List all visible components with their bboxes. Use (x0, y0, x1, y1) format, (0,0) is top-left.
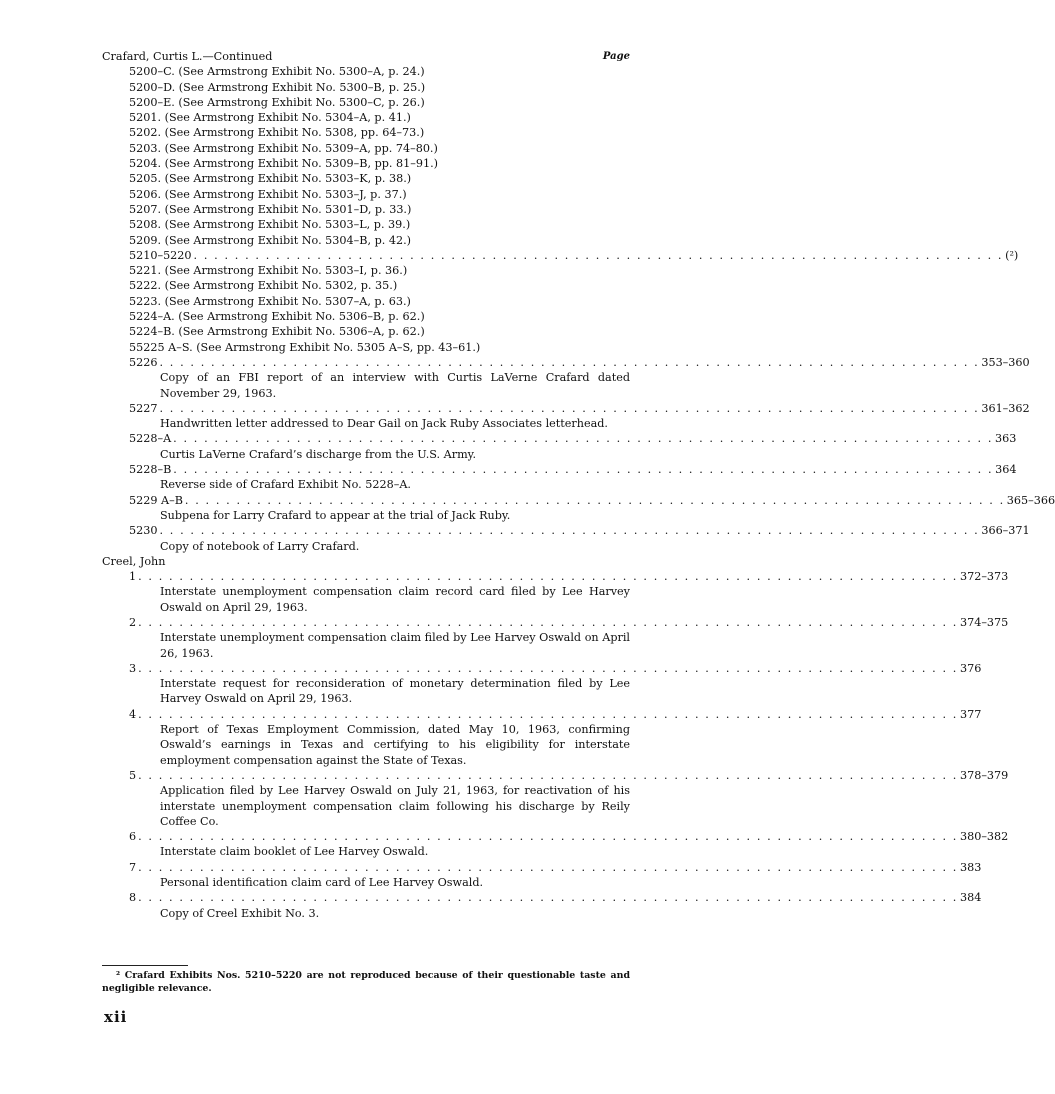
exhibit-description: Report of Texas Employment Commission, dated May 10, 1963, confirming Oswald’s earnings in Texas and certifying to his eligibility for interstate employment compensation against the State of Texas. (160, 723, 630, 767)
exhibit-description: Application filed by Lee Harvey Oswald on July 21, 1963, for reactivation of his interstate unemployment compensation claim following his discharge by Reily Coffee Co. (160, 784, 630, 828)
exhibit-entry (102, 615, 1009, 661)
page-reference: 377 (959, 707, 982, 721)
reference-entry: 5200–D. (See Armstrong Exhibit No. 5300–B, p. 25.) (129, 80, 426, 94)
index-page (102, 49, 1055, 921)
leader-dots: . . . . . . . . . . . . . . . . . . . . . . . . . . . . . . . . . . . . . . . . . . . . . . . . . . . . . . . . . . . . . . . . . . . . . . . . . . . . . . . . (138, 768, 958, 782)
exhibit-row (102, 661, 982, 676)
page-reference: 353–360 (981, 355, 1030, 369)
exhibit-number: 2 (129, 615, 137, 629)
exhibit-entry (102, 431, 1017, 462)
exhibit-row (102, 860, 982, 875)
leader-dots: . . . . . . . . . . . . . . . . . . . . . . . . . . . . . . . . . . . . . . . . . . . . . . . . . . . . . . . . . . . . . . . . . . . . . . . . . . . . . . . . (138, 891, 958, 905)
exhibit-entry (102, 355, 1030, 401)
exhibit-description: Subpena for Larry Crafard to appear at the trial of Jack Ruby. (160, 508, 511, 522)
exhibit-description: Interstate request for reconsideration of monetary determination filed by Lee Harvey Oswald on April 29, 1963. (160, 677, 630, 706)
leader-dots: . . . . . . . . . . . . . . . . . . . . . . . . . . . . . . . . . . . . . . . . . . . . . . . . . . . . . . . . . . . . . . . . . . . . . . . . . . . . . . . . (159, 355, 980, 369)
page-reference: 380–382 (959, 830, 1009, 844)
exhibit-number: 6 (129, 830, 137, 844)
leader-dots: . . . . . . . . . . . . . . . . . . . . . . . . . . . . . . . . . . . . . . . . . . . . . . . . . . . . . . . . . . . . . . . . . . . . . . . . . . . . . . . . (159, 524, 980, 538)
leader-dots: . . . . . . . . . . . . . . . . . . . . . . . . . . . . . . . . . . . . . . . . . . . . . . . . . . . . . . . . . . . . . . . . . . . . . . . . . . . . . . . . (138, 707, 958, 721)
exhibit-row (102, 355, 1030, 370)
reference-entry: 5209. (See Armstrong Exhibit No. 5304–B, p. 42.) (129, 233, 412, 247)
exhibit-entry (102, 860, 982, 891)
leader-dots: . . . . . . . . . . . . . . . . . . . . . . . . . . . . . . . . . . . . . . . . . . . . . . . . . . . . . . . . . . . . . . . . . . . . . . . . . . . . . . . (193, 248, 1004, 262)
exhibit-description: Copy of an FBI report of an interview with Curtis LaVerne Crafard dated November 29, 1963. (160, 371, 630, 400)
leader-dots: . . . . . . . . . . . . . . . . . . . . . . . . . . . . . . . . . . . . . . . . . . . . . . . . . . . . . . . . . . . . . . . . . . . . . . . . . . . . . . . . (159, 401, 980, 415)
crafard-reference-list-2 (102, 263, 630, 355)
exhibit-number: 5227 (129, 401, 158, 415)
reference-entry: 5221. (See Armstrong Exhibit No. 5303–I, p. 36.) (129, 264, 408, 278)
reference-entry: 5224–A. (See Armstrong Exhibit No. 5306–B, p. 62.) (129, 310, 425, 324)
continued-heading: Crafard, Curtis L.—Continued (102, 50, 273, 63)
exhibit-number: 5228–A (129, 432, 172, 446)
reference-entry: 5224–B. (See Armstrong Exhibit No. 5306–A, p. 62.) (129, 325, 425, 339)
leader-dots: . . . . . . . . . . . . . . . . . . . . . . . . . . . . . . . . . . . . . . . . . . . . . . . . . . . . . . . . . . . . . . . . . . . . . . . . . . . . . . . . (138, 830, 958, 844)
page-reference: (²) (1005, 248, 1019, 262)
exhibit-row (102, 401, 1030, 416)
leader-dots: . . . . . . . . . . . . . . . . . . . . . . . . . . . . . . . . . . . . . . . . . . . . . . . . . . . . . . . . . . . . . . . . . . . . . . . . . . . . . . . . (173, 432, 993, 446)
reference-entry: 5202. (See Armstrong Exhibit No. 5308, pp. 64–73.) (129, 126, 425, 140)
leader-dots: . . . . . . . . . . . . . . . . . . . . . . . . . . . . . . . . . . . . . . . . . . . . . . . . . . . . . . . . . . . . . . . . . . . . . . . . . . . . . . . . (173, 463, 994, 477)
exhibit-number: 1 (129, 570, 137, 584)
exhibit-description: Interstate unemployment compensation claim filed by Lee Harvey Oswald on April 26, 1963. (160, 631, 630, 660)
exhibit-description: Curtis LaVerne Crafard’s discharge from the U.S. Army. (160, 447, 477, 461)
exhibit-entry (102, 890, 982, 921)
reference-entry: 5204. (See Armstrong Exhibit No. 5309–B, pp. 81–91.) (129, 157, 438, 171)
leader-dots: . . . . . . . . . . . . . . . . . . . . . . . . . . . . . . . . . . . . . . . . . . . . . . . . . . . . . . . . . . . . . . . . . . . . . . . . . . . . . . . . (138, 860, 958, 874)
page-reference: 365–366 (1006, 493, 1055, 507)
reference-entry: 5200–C. (See Armstrong Exhibit No. 5300–A, p. 24.) (129, 65, 425, 79)
exhibit-entry (102, 707, 982, 768)
exhibit-entry (102, 569, 1009, 615)
exhibit-number: 5228–B (129, 463, 172, 477)
exhibit-entry (102, 493, 1055, 524)
crafard-exhibit-list (102, 355, 1055, 554)
exhibit-description: Reverse side of Crafard Exhibit No. 5228–A. (160, 478, 411, 492)
reference-entry: 5200–E. (See Armstrong Exhibit No. 5300–C, p. 26.) (129, 95, 425, 109)
exhibit-number: 5229 A–B (129, 493, 183, 507)
page-reference: 374–375 (959, 615, 1009, 629)
exhibit-row (102, 615, 1009, 630)
leader-dots: . . . . . . . . . . . . . . . . . . . . . . . . . . . . . . . . . . . . . . . . . . . . . . . . . . . . . . . . . . . . . . . . . . . . . . . . . . . . . . . . (138, 661, 958, 675)
exhibit-number: 5230 (129, 524, 158, 538)
page-column-label: Page (602, 51, 630, 62)
exhibit-entry (102, 523, 1030, 554)
page-reference: 383 (959, 860, 982, 874)
exhibit-number: 8 (129, 891, 137, 905)
reference-entry: 55225 A–S. (See Armstrong Exhibit No. 5305 A–S, pp. 43–61.) (129, 340, 481, 354)
exhibit-row (102, 523, 1030, 538)
creel-exhibit-list (102, 569, 1009, 921)
page-reference: 361–362 (981, 401, 1030, 415)
exhibit-description: Copy of Creel Exhibit No. 3. (160, 906, 320, 920)
exhibit-number: 5 (129, 768, 137, 782)
reference-entry: 5208. (See Armstrong Exhibit No. 5303–L, p. 39.) (129, 218, 411, 232)
exhibit-entry (102, 768, 1009, 829)
page-reference: 366–371 (981, 524, 1030, 538)
exhibit-row (102, 890, 982, 905)
reference-entry: 5201. (See Armstrong Exhibit No. 5304–A, p. 41.) (129, 111, 411, 125)
exhibit-entry (102, 661, 982, 707)
reference-entry: 5205. (See Armstrong Exhibit No. 5303–K, p. 38.) (129, 172, 412, 186)
exhibit-number: 4 (129, 707, 137, 721)
reference-entry: 5203. (See Armstrong Exhibit No. 5309–A, pp. 74–80.) (129, 141, 438, 155)
reference-entry: 5206. (See Armstrong Exhibit No. 5303–J, p. 37.) (129, 187, 407, 201)
footnote: ² Crafard Exhibits Nos. 5210–5220 are not reproduced because of their questionable taste and negligible relevance. (102, 970, 630, 994)
exhibit-row (102, 493, 1055, 508)
leader-dots: . . . . . . . . . . . . . . . . . . . . . . . . . . . . . . . . . . . . . . . . . . . . . . . . . . . . . . . . . . . . . . . . . . . . . . . . . . . . . . . . (184, 493, 1005, 507)
exhibit-entry (102, 829, 1009, 860)
exhibit-number: 3 (129, 661, 137, 675)
page-reference: 378–379 (959, 768, 1009, 782)
exhibit-description: Interstate claim booklet of Lee Harvey Oswald. (160, 845, 429, 859)
exhibit-number: 5226 (129, 355, 158, 369)
footnote-divider (102, 965, 188, 966)
exhibit-description: Copy of notebook of Larry Crafard. (160, 539, 360, 553)
exhibit-row (102, 707, 982, 722)
leader-dots: . . . . . . . . . . . . . . . . . . . . . . . . . . . . . . . . . . . . . . . . . . . . . . . . . . . . . . . . . . . . . . . . . . . . . . . . . . . . . . . . (138, 570, 958, 584)
creel-heading: Creel, John (102, 554, 166, 568)
page-number: xii (104, 1008, 128, 1026)
exhibit-entry (102, 401, 1030, 432)
exhibit-row (102, 462, 1017, 477)
crafard-reference-list (102, 64, 630, 248)
page-reference: 372–373 (959, 570, 1009, 584)
exhibit-description: Handwritten letter addressed to Dear Gail on Jack Ruby Associates letterhead. (160, 417, 608, 431)
exhibit-row (102, 569, 1009, 584)
exhibit-range-row (102, 248, 1019, 263)
exhibit-number: 7 (129, 860, 137, 874)
exhibit-row (102, 829, 1009, 844)
page-reference: 363 (995, 432, 1017, 446)
page-reference: 384 (959, 891, 982, 905)
exhibit-description: Interstate unemployment compensation claim record card filed by Lee Harvey Oswald on April 29, 1963. (160, 585, 630, 614)
reference-entry: 5223. (See Armstrong Exhibit No. 5307–A, p. 63.) (129, 294, 411, 308)
exhibit-row (102, 768, 1009, 783)
page-reference: 364 (995, 463, 1017, 477)
exhibit-number: 5210–5220 (129, 248, 192, 262)
exhibit-row (102, 431, 1017, 446)
leader-dots: . . . . . . . . . . . . . . . . . . . . . . . . . . . . . . . . . . . . . . . . . . . . . . . . . . . . . . . . . . . . . . . . . . . . . . . . . . . . . . . . (138, 615, 958, 629)
continued-heading-row (102, 49, 630, 64)
reference-entry: 5207. (See Armstrong Exhibit No. 5301–D, p. 33.) (129, 202, 412, 216)
exhibit-description: Personal identification claim card of Lee Harvey Oswald. (160, 876, 484, 890)
exhibit-entry (102, 462, 1017, 493)
page-reference: 376 (959, 661, 982, 675)
reference-entry: 5222. (See Armstrong Exhibit No. 5302, p. 35.) (129, 279, 398, 293)
